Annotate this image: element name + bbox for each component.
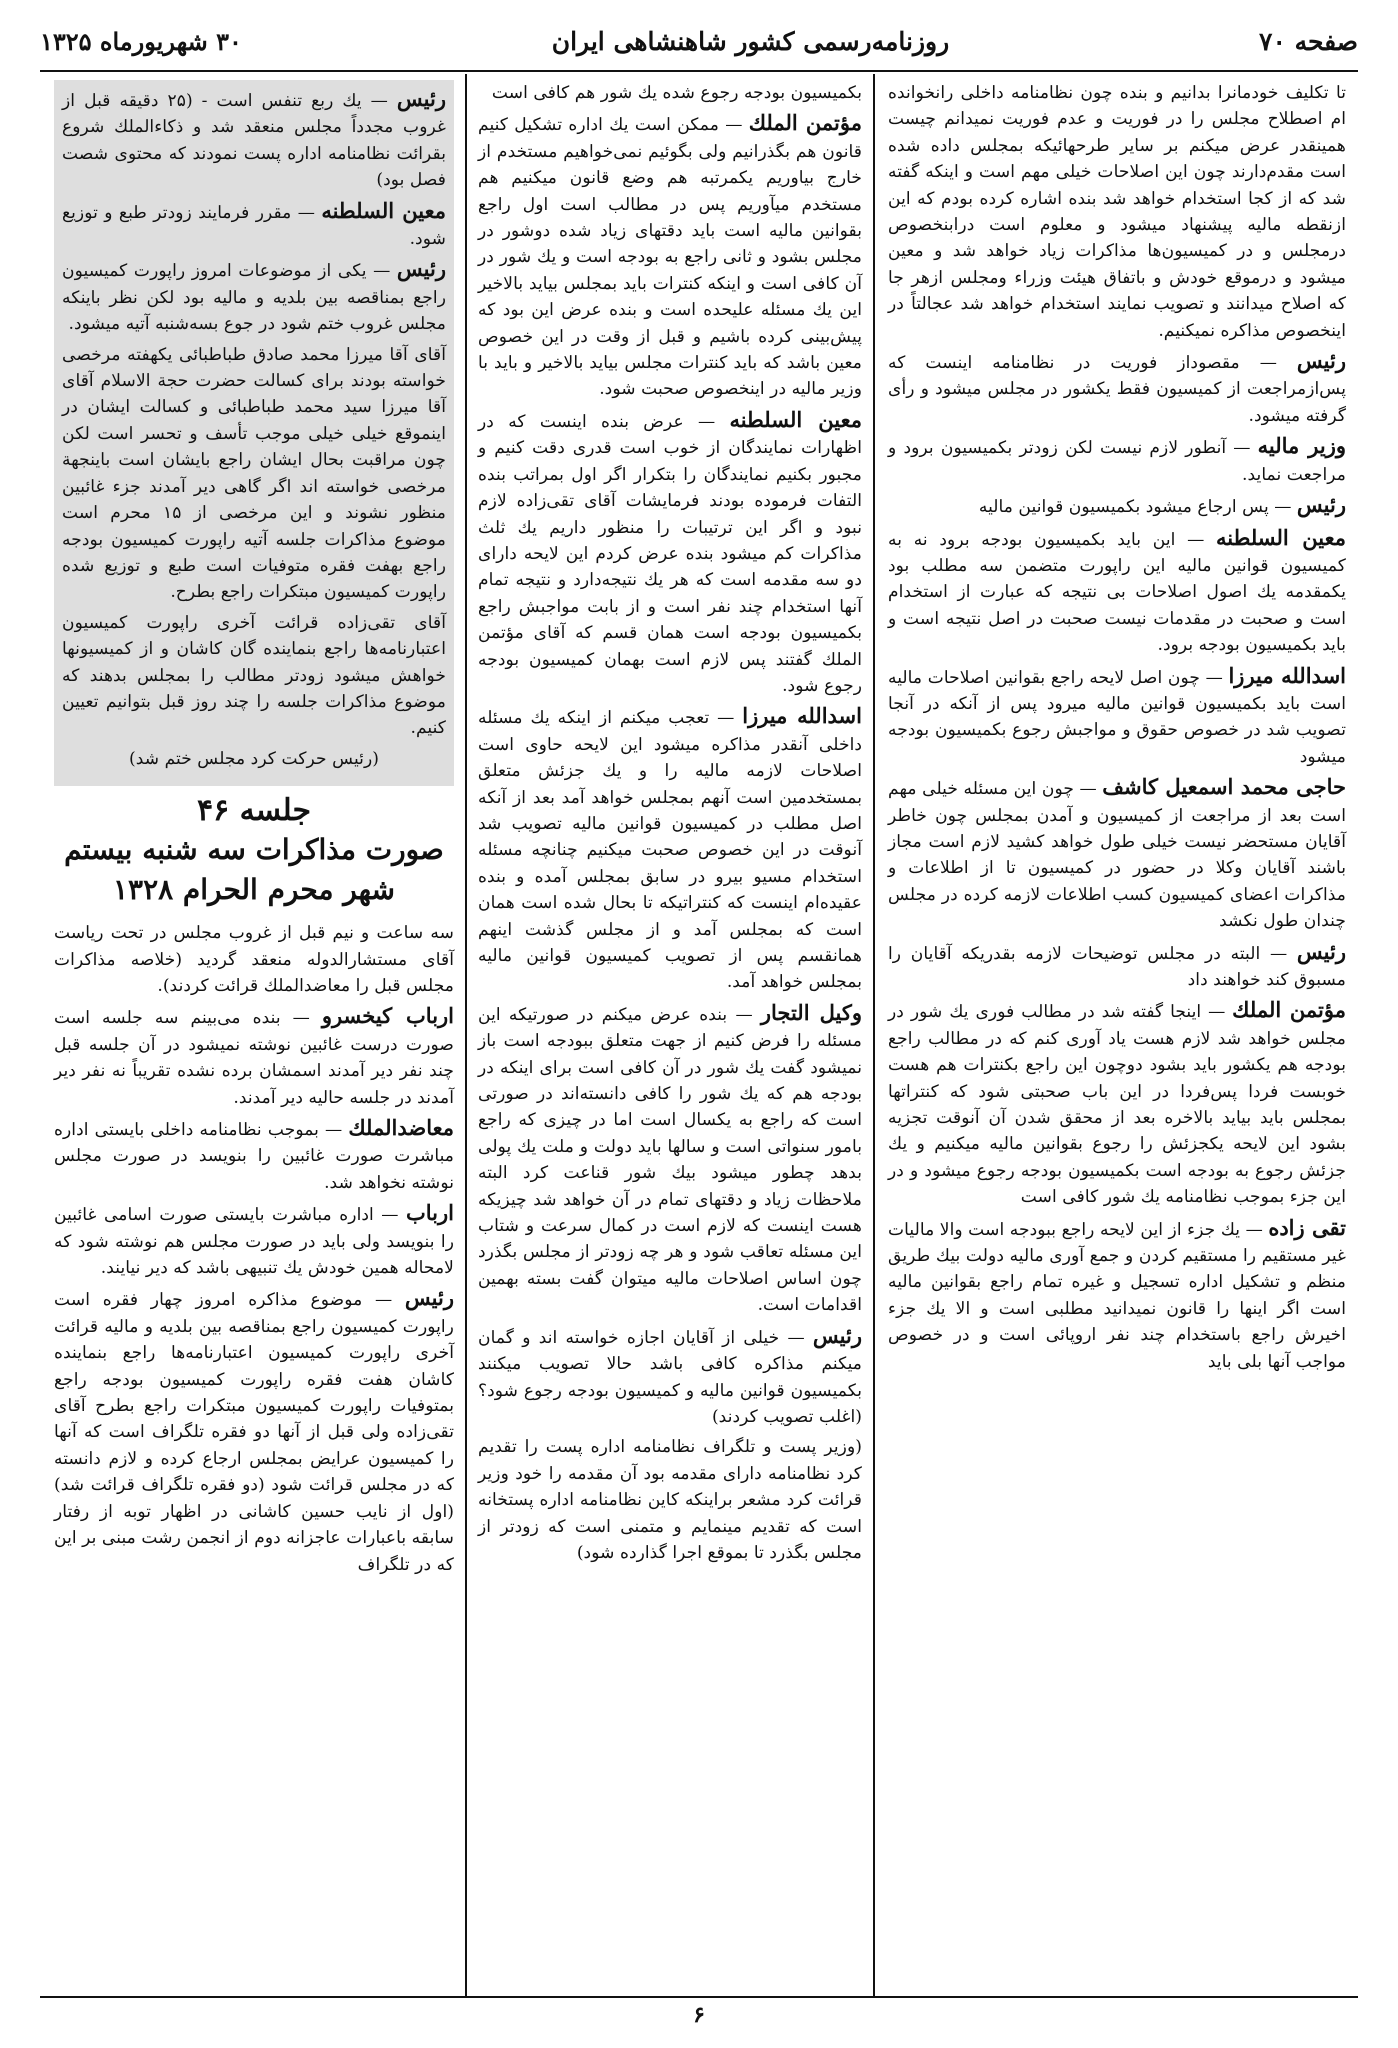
paragraph-text: تا تکلیف خودمانرا بدانیم و بنده چون نظامنامه داخلی رانخوانده ام اصطلاح مجلس را در فوریت و عدم فوریت نمیدانم چیست همینقدر عرض میکنم بر سایر طرحهائیکه بمجلس داده شده است مقدم‌دارند چون این اصلاحات خیلی مهم است و اینکه گفته شد که از کجا استخدام خواهد شد بنده اشاره کرده بودم که این ازنقطه مالیه پیشنهاد میشود و معلوم است درابنخصوص درمجلس و در کمیسیون‌ها مذاکرات زیاد خواهد شد و معین میشود و درموقع خودش و باتفاق هیئت وزراء ومجلس ازهر جا که اصلاح میدانند و تصویب نمایند استخدام خواهد شد عجالتاً در اینخصوص مذاکره نمیکنیم. bbox=[888, 83, 1346, 341]
speaker-name: رئیس bbox=[404, 1285, 454, 1311]
speaker-name: رئیس bbox=[812, 1322, 862, 1348]
paragraph: رئیس — یك ربع تنفس است - (۲۵ دقیقه قبل از غروب مجدداً مجلس منعقد شد و ذکاءالملك شروع بقرائت نظامنامه اداره پست نمودند که محتوی شصت فصل بود) bbox=[62, 86, 446, 191]
paragraph: معین السلطنه — مقرر فرمایند زودتر طبع و توزیع شود. bbox=[62, 197, 446, 250]
paragraph: حاجی محمد اسمعیل کاشف — چون این مسئله خیلی مهم است بعد از مراجعت از کمیسیون و آمدن بمجلس چون خاطر آقایان مستحضر نیست خیلی طول خواهد کشید لازم است مجاز باشند آقایان وکلا در حضور در کمیسیون تا از اطلاعات و مذاکرات اعضای کمیسیون کسب اطلاعات لازمه کرده در مجلس چندان طول نکشد bbox=[888, 774, 1346, 932]
paragraph-text: (رئیس حرکت کرد مجلس ختم شد) bbox=[129, 748, 379, 769]
paragraph-text: البته در مجلس توضیحات لازمه بقدریکه آقایان را مسبوق کند خواهند داد bbox=[888, 943, 1346, 990]
paragraph bbox=[62, 342, 446, 606]
paragraph: رئیس — خیلی از آقایان اجازه خواسته اند و گمان میکنم مذاکره کافی باشد حالا تصویب میکنند بکمیسیون قوانین مالیه و کمیسیون بودجه رجوع شود؟ (اغلب تصویب کردند) bbox=[478, 1322, 862, 1427]
paragraph: ارباب کیخسرو — بنده می‌بینم سه جلسه است صورت درست غائبین نوشته نمیشود در آن جلسه قبل چند نفر دیر آمدند اسمشان برده نشده تقریباً نه نفر دیر آمدند در جلسه حالیه دیر آمدند. bbox=[54, 1003, 455, 1108]
paragraph bbox=[62, 746, 446, 772]
paragraph: اسدالله میرزا — چون اصل لایحه راجع بقوانین اصلاحات مالیه است باید بکمیسیون قوانین مالیه میرود پس از آنکه در آنجا تصویب شد در خصوص حقوق و مواجبش رجوع بکمیسیون بودجه میشود bbox=[888, 662, 1346, 767]
speaker-name: رئیس bbox=[1296, 348, 1346, 374]
column-middle bbox=[470, 80, 870, 1995]
session-number: جلسه ۴۶ bbox=[196, 793, 311, 829]
paragraph: ارباب — اداره مباشرت بایستی صورت اسامی غائبین را بنویسد ولی باید در صورت مجلس هم نوشته شود که لامحاله همین خودش یك تنبیهی باشد که دیر نیایند. bbox=[54, 1200, 454, 1279]
page-number: ۶ bbox=[693, 2002, 705, 2028]
column-right-content bbox=[888, 80, 1346, 1375]
paragraph-text: آقای آقا میرزا محمد صادق طباطبائی یکهفته مرخصی خواسته بودند برای کسالت حضرت حجة الاسلام آقای آقا میرزا سید محمد طباطبائی و کسالت ایشان در اینموقع خیلی خیلی موجب تأسف و تحسر است لکن چون مراقبت بحال ایشان راجع بایشان است باینجهة مرخصی خواسته اند اگر گاهی دیر آمدند جزء غائبین منظور نشوند و این مرخصی از ۱۵ محرم است موضوع مذاکرات جلسه آتیه راپورت کمیسیون بودجه راجع بهفت فقره متوفیات است طبع و توزیع شده راپورت کمیسیون مبتکرات راجع بطرح. bbox=[62, 344, 446, 603]
speaker-name: معاضدالملك bbox=[348, 1115, 454, 1140]
speaker-name: وزیر مالیه bbox=[1257, 433, 1346, 459]
paragraph-text: بموجب نظامنامه داخلی بایستی اداره مباشرت صورت غائبین را بنویسد در صورت مجلس نوشته نخواهد شد. bbox=[54, 1120, 454, 1193]
paragraph-text: اداره مباشرت بایستی صورت اسامی غائبین را بنویسد ولی باید در صورت مجلس هم نوشته شود که لامحاله همین خودش یك تنبیهی باشد که دیر نیایند. bbox=[54, 1205, 454, 1279]
paragraph: رئیس — یکی از موضوعات امروز راپورت کمیسیون راجع بمناقصه بین بلدیه و مالیه بود لکن نظر باینکه مجلس غروب ختم شود در جوع بسه‌شنبه آتیه میشود. bbox=[62, 256, 446, 335]
paragraph: معاضدالملك — بموجب نظامنامه داخلی بایستی اداره مباشرت صورت غائبین را بنویسد در صورت مجلس نوشته نخواهد شد. bbox=[54, 1115, 454, 1193]
speaker-name: مؤتمن الملك bbox=[748, 110, 862, 136]
paragraph-text: پس ارجاع میشود بکمیسیون قوانین مالیه bbox=[978, 497, 1269, 518]
speaker-name: مؤتمن الملك bbox=[1232, 997, 1347, 1023]
paragraph: تقی زاده — یك جزء از این لایحه راجع ببودجه است والا مالیات غیر مستقیم را مستقیم کردن و جمع آوری مالیه دولت بیك طریق منظم و تشکیل اداره تسجیل و غیره تمام راجع بقوانین مالیه است اگر اینها را قانون نمیدانید مطلبی است و الا یك جزء اخیرش راجع باستخدام چند نفر اروپائی است و در خصوص مواجب آنها بلی باید bbox=[888, 1214, 1346, 1372]
paragraph-text: یکی از موضوعات امروز راپورت کمیسیون راجع بمناقصه بین بلدیه و مالیه بود لکن نظر باینکه مجلس غروب ختم شود در جوع بسه‌شنبه آتیه میشود. bbox=[62, 261, 446, 335]
paragraph: مؤتمن الملك — اینجا گفته شد در مطالب فوری یك شور در مجلس خواهد شد لازم هست یاد آوری کنم که در مطالب راجع بودجه هم یکشور باید بشود دوچون این راجع بکنترات هم هست خوبست فردا پس‌فردا در این باب صحبتی شود که کنتراتها بمجلس باید بیاید بالاخره بعد از محقق شدن آن آنوقت تجزیه بشود این لایحه یکجزئش را رجوع بقوانین مالیه میکنیم و یك جزئش رجوع به بودجه است بکمیسیون بودجه رجوع میشود و در این جزء بموجب نظامنامه یك شور کافی است bbox=[888, 997, 1347, 1208]
header-rule bbox=[40, 70, 1358, 72]
paragraph-text: این باید بکمیسیون بودجه برود نه به کمیسیون قوانین مالیه این راپورت متضمن سه مطلب بود یکمقدمه یك اصول اصلاحات بی نتیجه که عبارت از استخدام است و صحبت در مقدمات نیست صحبت در اصل نتیجه است و باید بکمیسیون بودجه برود. bbox=[888, 529, 1346, 656]
speaker-name: رئیس bbox=[1296, 492, 1346, 518]
paragraph-text: یك ربع تنفس است - (۲۵ دقیقه قبل از غروب مجدداً مجلس منعقد شد و ذکاءالملك شروع بقرائت نظامنامه اداره پست نمودند که محتوی شصت فصل بود) bbox=[62, 91, 446, 191]
paragraph bbox=[478, 1434, 862, 1566]
paragraph: اسدالله میرزا — تعجب میکنم از اینکه یك مسئله داخلی آنقدر مذاکره میشود این لایحه حاوی است اصلاحات لازمه مالیه را و یك جزئش متعلق بمستخدمین است آنهم بمجلس خواهد آمد بعد از آنکه اصل مطلب در کمیسیون قوانین مالیه تصویب شد آنوقت در این خصوص صحبت میکنیم چنانچه مسئله استخدام مسیو بیرو در سابق بمجلس آمده و بنده عقیده‌ام اینست که کنتراتیکه تا بحال شده است همان است که بمجلس آمد و از مجلس گذشت اینهم همانقسم پس از تصویب کمیسیون قوانین مالیه بمجلس خواهد آمد. bbox=[478, 703, 862, 993]
paragraph: مؤتمن الملك — ممکن است یك اداره تشکیل کنیم قانون هم بگذرانیم ولی بگوئیم نمی‌خواهیم مستخدم از خارج بیاوریم یکمرتبه هم وضع قانون میکنیم هم مستخدم میآوریم پس در مطالب است اول راجع بقوانین مالیه است باید دقتهای زیاد شده دوشور در مجلس بشود و ثانی راجع به بودجه است و یك شور در آن کافی است و اینکه کنترات باید بمجلس بیاید بالاخیر این یك مسئله علیحده است و بنده عرض این بود که پیش‌بینی کرده باشیم و قبل از وقت در این خصوص معین باشد که باید کنترات مجلس بیاید بالاخیر و باید با وزیر مالیه در اینخصوص صحبت شود. bbox=[478, 110, 862, 400]
paragraph-text: آقای تقی‌زاده قرائت آخری راپورت کمیسیون اعتبارنامه‌ها راجع بنماینده گان کاشان و از کمیسیونها خواهش میشود زودتر مطالب را بمجلس بدهند که موضوع مذاکرات جلسه را چند روز قبل بتوانیم تعیین کنیم. bbox=[62, 612, 446, 739]
paragraph-text: خیلی از آقایان اجازه خواسته اند و گمان میکنم مذاکره کافی باشد حالا تصویب میکنند بکمیسیون قوانین مالیه و کمیسیون بودجه رجوع شود؟ (اغلب تصویب کردند) bbox=[478, 1327, 862, 1427]
paragraph bbox=[888, 80, 1346, 344]
paragraph: معین السلطنه — این باید بکمیسیون بودجه برود نه به کمیسیون قوانین مالیه این راپورت متضمن سه مطلب بود یکمقدمه یك اصول اصلاحات بی نتیجه که عبارت از استخدام است و صحبت در مقدمات نیست صحبت در اصل نتیجه است و باید بکمیسیون بودجه برود. bbox=[888, 524, 1346, 656]
speaker-name: معین السلطنه bbox=[1216, 524, 1346, 550]
paragraph-text: عرض بنده اینست که در اظهارات نمایندگان از خوب است قدری دقت کنیم و مجبور بکنیم نمایندگان را بتکرار اگر اول بمراتب بنده التفات فرموده بودند فرمایشات آقای تقی‌زاده لازم نبود و اگر این ترتیبات را منظور داریم یك ثلث مذاکرات کم میشود بنده عرض کردم این لایحه دارای دو سه مقدمه است که هر یك نتیجه‌دارد و نتیجه تمام آنها استخدام چند نفر است و از بابت مواجبش راجع بکمیسیون بودجه است همان قسم که آقای مؤتمن الملك گفتند پس لازم است بهمان کمیسیون بودجه رجوع شود. bbox=[478, 411, 862, 696]
paragraph: وکیل التجار — بنده عرض میکنم در صورتیکه این مسئله را فرض کنیم از جهت متعلق ببودجه است باز نمیشود گفت یك شور در آن کافی است برای اینکه در بودجه هم که یك شور را کافی دانسته‌اند در صورتی است که راجع به یکسال است اما در چیزی که راجع بامور سنواتی است و سالها باید دولت و ملت یك پولی بدهد چطور میشود بیك شور قناعت کرد البته ملاحظات زیاد و دقتهای تمام در آن خواهد شد چیزیکه هست اینست که لازم است در کمال سرعت و شتاب این مسئله تعاقب شود و هر چه زودتر از مجلس بگذرد چون اساس اصلاحات مالیه میتوان گفت بسته بهمین اقدامات است. bbox=[478, 999, 862, 1316]
paragraph: رئیس — موضوع مذاکره امروز چهار فقره است راپورت کمیسیون راجع بمناقصه بین بلدیه و مالیه قرائت آخری راپورت کمیسیون اعتبارنامه‌ها راجع بنماینده کاشان هفت فقره راپورت کمیسیون بودجه راجع بمتوفیات راپورت کمیسیون مبتکرات راجع بطرح آقای تقی‌زاده ولی قبل از آنها دو فقره تلگراف است که آنها را کمیسیون عرایض بمجلس ارجاع کرده و لازم دانسته که در مجلس قرائت شود (دو فقره تلگراف قرائت شد) (اول از نایب حسین کاشانی در اظهار توبه از رفتار سابقه باعبارات عاجزانه دوم از انجمن رشت مبنی بر این که در تلگراف bbox=[54, 1285, 454, 1575]
previous-session-summary bbox=[54, 80, 454, 786]
paragraph-text: یك جزء از این لایحه راجع ببودجه است والا مالیات غیر مستقیم را مستقیم کردن و جمع آوری مالیه دولت بیك طریق منظم و تشکیل اداره تسجیل و غیره تمام راجع بقوانین مالیه است اگر اینها را قانون نمیدانید مطلبی است و الا یك جزء اخیرش راجع باستخدام چند نفر اروپائی است و در خصوص مواجب آنها بلی باید bbox=[888, 1219, 1346, 1372]
speaker-name: حاجی محمد اسمعیل کاشف bbox=[1102, 774, 1346, 800]
paragraph bbox=[54, 920, 454, 999]
speaker-name: تقی زاده bbox=[1268, 1214, 1346, 1240]
speaker-name: معین السلطنه bbox=[321, 197, 446, 223]
paragraph-text: سه ساعت و نیم قبل از غروب مجلس در تحت ریاست آقای مستشارالدوله منعقد گردید (خلاصه مذاکرات مجلس قبل را معاضدالملك قرائت کردند). bbox=[54, 923, 454, 996]
column-middle-content bbox=[478, 80, 862, 1566]
speaker-name: وکیل التجار bbox=[760, 999, 862, 1025]
paragraph-text: بنده می‌بینم سه جلسه است صورت درست غائبین نوشته نمیشود در آن جلسه قبل چند نفر دیر آمدند اسمشان برده نشده تقریباً نه نفر دیر آمدند در جلسه حالیه دیر آمدند. bbox=[54, 1008, 454, 1108]
paragraph-text: اینجا گفته شد در مطالب فوری یك شور در مجلس خواهد شد لازم هست یاد آوری کنم که در مطالب راجع بودجه هم یکشور باید بشود دوچون این راجع بکنترات هم هست خوبست فردا پس‌فردا در این باب صحبتی شود که کنتراتها بمجلس باید بیاید بالاخره بعد از محقق شدن آن آنوقت تجزیه بشود این لایحه یکجزئش را رجوع بقوانین مالیه میکنیم و یك جزئش رجوع به بودجه است بکمیسیون بودجه رجوع میشود و در این جزء بموجب نظامنامه یك شور کافی است bbox=[888, 1002, 1346, 1208]
newspaper-title: روزنامه‌رسمی کشور شاهنشاهی ایران bbox=[551, 26, 950, 56]
page-header bbox=[40, 14, 1358, 68]
paragraph-text: آنطور لازم نیست لکن زودتر بکمیسیون برود و مراجعت نماید. bbox=[888, 438, 1346, 485]
paragraph: رئیس — مقصوداز فوریت در نظامنامه اینست که پس‌ازمراجعت از کمیسیون فقط یکشور در مجلس میشود و رأی گرفته میشود. bbox=[888, 348, 1346, 426]
footer-rule bbox=[40, 1996, 1358, 1998]
paragraph: رئیس — البته در مجلس توضیحات لازمه بقدریکه آقایان را مسبوق کند خواهند داد bbox=[888, 938, 1346, 990]
paragraph-text: چون این مسئله خیلی مهم است بعد از مراجعت از کمیسیون و آمدن بمجلس چون خاطر آقایان مستحضر نیست خیلی طول خواهد کشید لازم است مجاز باشند آقایان وکلا در حضور در کمیسیون تا از اطلاعات و مذاکرات اعضای کمیسیون کسب اطلاعات لازمه کرده در مجلس چندان طول نکشد bbox=[888, 779, 1346, 932]
speaker-name: رئیس bbox=[396, 256, 446, 282]
speaker-name: معین السلطنه bbox=[729, 406, 862, 432]
paragraph-text: (وزیر پست و تلگراف نظامنامه اداره پست را تقدیم کرد نظامنامه دارای مقدمه بود آن مقدمه را خود وزیر قرائت کرد مشعر براینکه کاین نظامنامه اداره پستخانه است که تقدیم مینمایم و متمنی است که زودتر از مجلس بگذرد تا بموقع اجرا گذارده شود) bbox=[478, 1437, 862, 1563]
column-divider-left bbox=[465, 74, 467, 1996]
speaker-name: ارباب کیخسرو bbox=[321, 1003, 455, 1029]
speaker-name: اسدالله میرزا bbox=[742, 703, 862, 729]
column-divider-right bbox=[873, 74, 875, 1996]
paragraph-text: چون اصل لایحه راجع بقوانین اصلاحات مالیه است باید بکمیسیون قوانین مالیه میرود پس از آنکه در آنجا تصویب شد در خصوص حقوق و مواجبش رجوع بکمیسیون بودجه میشود bbox=[888, 667, 1346, 767]
paragraph-text: تعجب میکنم از اینکه یك مسئله داخلی آنقدر مذاکره میشود این لایحه حاوی است اصلاحات لازمه مالیه را و یك جزئش متعلق بمستخدمین است آنهم بمجلس خواهد آمد بعد از آنکه اصل مطلب در کمیسیون قوانین مالیه تصویب شد آنوقت در این خصوص صحبت میکنیم چنانچه مسئله استخدام مسیو بیرو در سابق بمجلس آمده و بنده عقیده‌ام اینست که کنتراتیکه تا بحال شده است همان است که بمجلس آمد و از مجلس گذشت اینهم همانقسم پس از تصویب کمیسیون قوانین مالیه بمجلس خواهد آمد. bbox=[478, 708, 862, 993]
page-label: صفحه ۷۰ bbox=[1259, 26, 1358, 56]
paragraph-text: بکمیسیون بودجه رجوع شده یك شور هم کافی است bbox=[491, 83, 862, 103]
session-title-line2: شهر محرم الحرام ۱۳۲۸ bbox=[112, 873, 396, 907]
paragraph-text: مقرر فرمایند زودتر طبع و توزیع شود. bbox=[62, 202, 446, 250]
speaker-name: رئیس bbox=[396, 86, 446, 111]
paragraph-text: بنده عرض میکنم در صورتیکه این مسئله را فرض کنیم از جهت متعلق ببودجه است باز نمیشود گفت یك شور در آن کافی است برای اینکه در بودجه هم که یك شور را کافی دانسته‌اند در صورتی است که راجع به یکسال است اما در چیزی که راجع بامور سنواتی است و سالها باید دولت و ملت یك پولی بدهد چطور میشود بیك شور قناعت کرد البته ملاحظات زیاد و دقتهای تمام در آن خواهد شد چیزیکه هست اینست که لازم است در کمال سرعت و شتاب این مسئله تعاقب شود و هر چه زودتر از مجلس بگذرد چون اساس اصلاحات مالیه میتوان گفت بسته بهمین اقدامات است. bbox=[478, 1004, 862, 1316]
issue-date: ۳۰ شهریورماه ۱۳۲۵ bbox=[40, 26, 242, 56]
column-right bbox=[878, 80, 1356, 1995]
session-heading bbox=[54, 792, 454, 910]
paragraph-text: مقصوداز فوریت در نظامنامه اینست که پس‌ازمراجعت از کمیسیون فقط یکشور در مجلس میشود و رأی گرفته میشود. bbox=[888, 353, 1346, 426]
paragraph bbox=[62, 610, 446, 742]
paragraph: رئیس — پس ارجاع میشود بکمیسیون قوانین مالیه bbox=[978, 492, 1346, 518]
paragraph: وزیر مالیه — آنطور لازم نیست لکن زودتر بکمیسیون برود و مراجعت نماید. bbox=[888, 433, 1346, 485]
speaker-name: اسدالله میرزا bbox=[1228, 662, 1346, 688]
speaker-name: ارباب bbox=[406, 1200, 454, 1226]
session-minutes bbox=[54, 920, 454, 1578]
speaker-name: رئیس bbox=[1296, 938, 1346, 964]
paragraph-text: ممکن است یك اداره تشکیل کنیم قانون هم بگذرانیم ولی بگوئیم نمی‌خواهیم مستخدم از خارج بیاوریم یکمرتبه هم وضع قانون میکنیم هم مستخدم میآوریم پس در مطالب است اول راجع بقوانین مالیه است باید دقتهای زیاد شده دوشور در مجلس بشود و ثانی راجع به بودجه است و یك شور در آن کافی است و اینکه کنترات باید بمجلس بیاید بالاخیر این یك مسئله علیحده است و بنده عرض این بود که پیش‌بینی کرده باشیم و قبل از وقت در این خصوص معین باشد که باید کنترات مجلس بیاید بالاخیر و باید با وزیر مالیه در اینخصوص صحبت شود. bbox=[478, 115, 862, 400]
paragraph: معین السلطنه — عرض بنده اینست که در اظهارات نمایندگان از خوب است قدری دقت کنیم و مجبور بکنیم نمایندگان را بتکرار اگر اول بمراتب بنده التفات فرموده بودند فرمایشات آقای تقی‌زاده لازم نبود و اگر این ترتیبات را منظور داریم یك ثلث مذاکرات کم میشود بنده عرض کردم این لایحه دارای دو سه مقدمه است که هر یك نتیجه‌دارد و نتیجه تمام آنها استخدام چند نفر است و از بابت مواجبش راجع بکمیسیون بودجه است همان قسم که آقای مؤتمن الملك گفتند پس لازم است بهمان کمیسیون بودجه رجوع شود. bbox=[478, 406, 862, 696]
paragraph-text: موضوع مذاکره امروز چهار فقره است راپورت کمیسیون راجع بمناقصه بین بلدیه و مالیه قرائت آخری راپورت کمیسیون اعتبارنامه‌ها راجع بنماینده کاشان هفت فقره راپورت کمیسیون بودجه راجع بمتوفیات راپورت کمیسیون مبتکرات راجع بطرح آقای تقی‌زاده ولی قبل از آنها دو فقره تلگراف است که آنها را کمیسیون عرایض بمجلس ارجاع کرده و لازم دانسته که در مجلس قرائت شود (دو فقره تلگراف قرائت شد) (اول از نایب حسین کاشانی در اظهار توبه از رفتار سابقه باعبارات عاجزانه دوم از انجمن رشت مبنی بر این که در تلگراف bbox=[54, 1290, 454, 1575]
paragraph bbox=[478, 80, 862, 106]
column-left bbox=[46, 80, 462, 1995]
session-title-line1: صورت مذاکرات سه شنبه بیستم bbox=[64, 833, 444, 867]
